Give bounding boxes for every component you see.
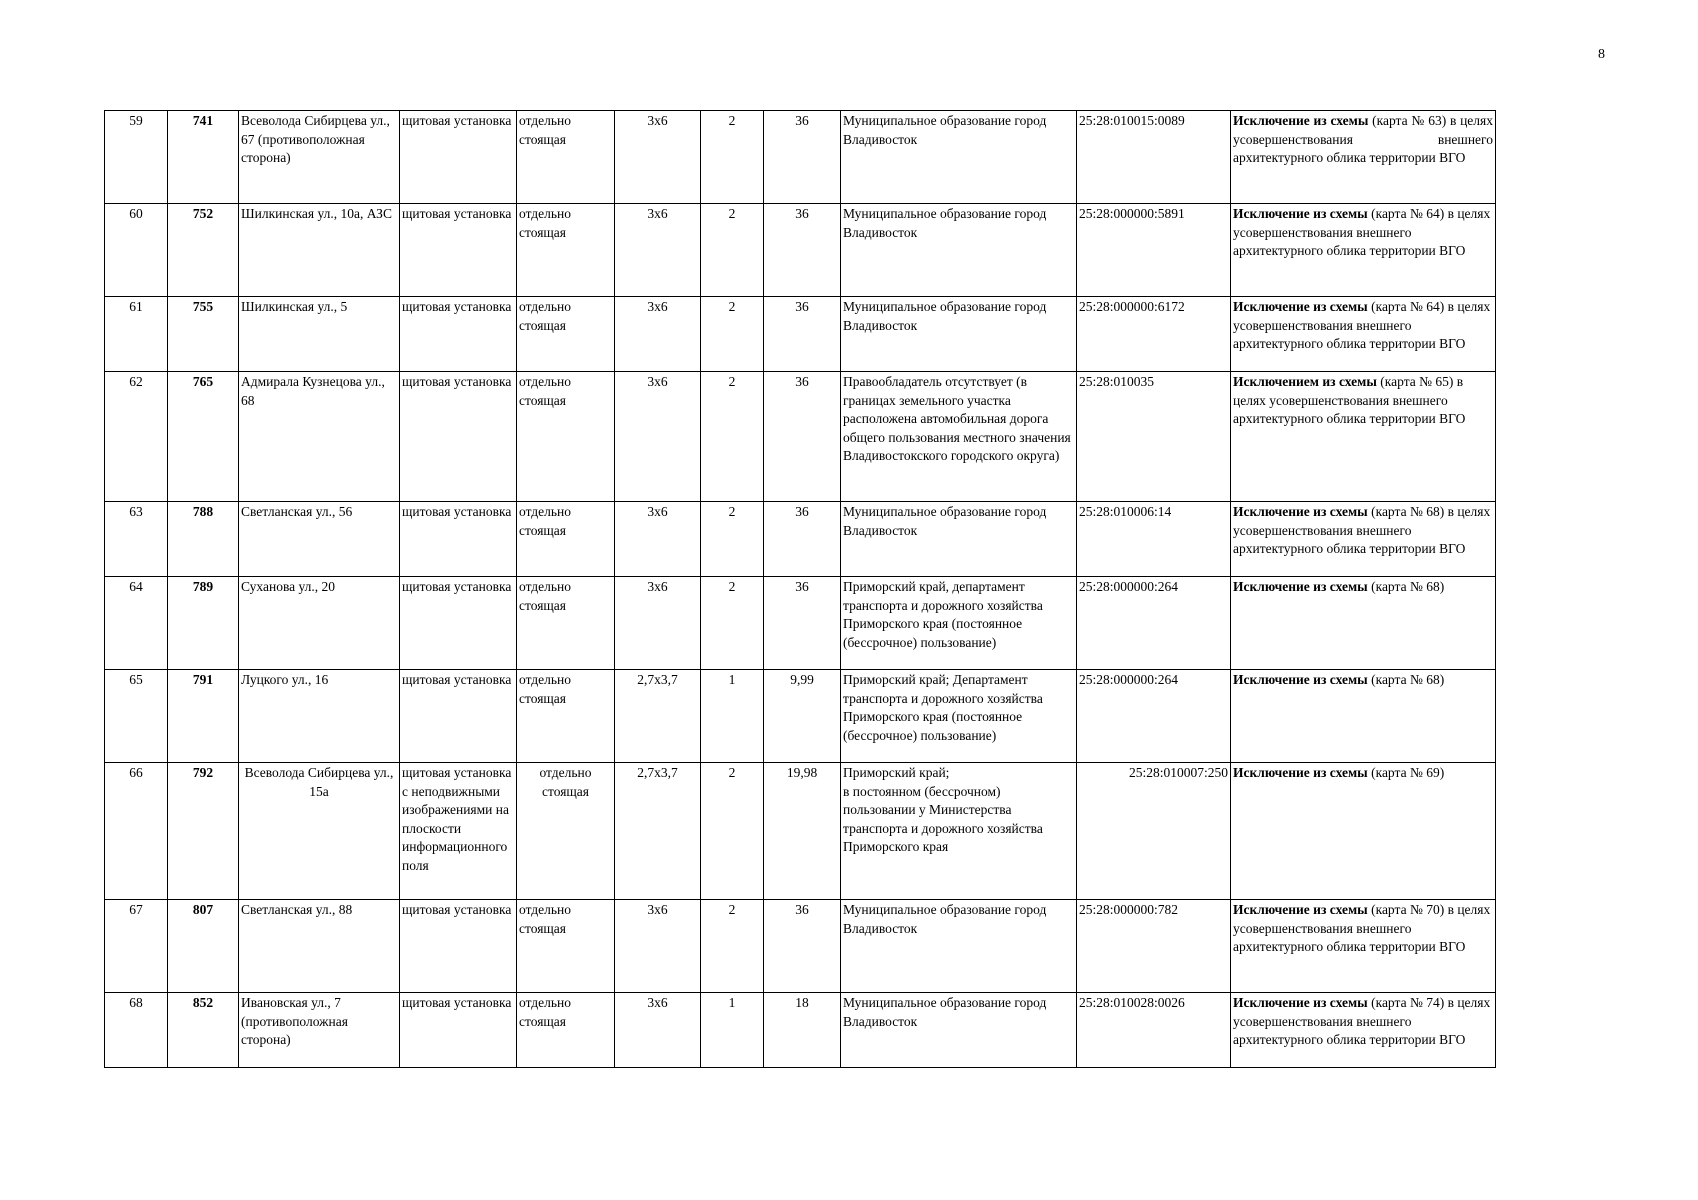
type-cell: щитовая установка — [400, 670, 517, 763]
row-number: 63 — [105, 502, 168, 577]
placement-cell: отдельно стоящая — [517, 111, 615, 204]
type-cell: щитовая установка — [400, 372, 517, 502]
structure-id: 765 — [168, 372, 239, 502]
address-cell: Шилкинская ул., 10а, АЗС — [239, 204, 400, 297]
structure-id: 791 — [168, 670, 239, 763]
cadastral-cell: 25:28:000000:6172 — [1077, 297, 1231, 372]
table-row — [105, 577, 1496, 670]
table-row — [105, 372, 1496, 502]
row-number: 60 — [105, 204, 168, 297]
placement-cell: отдельно стоящая — [517, 670, 615, 763]
decision-text: (карта № 68) — [1367, 579, 1445, 594]
placement-cell: отдельно стоящая — [517, 297, 615, 372]
address-cell: Всеволода Сибирцева ул., 67 (противоположная сторона) — [239, 111, 400, 204]
decision-text: (карта № 68) в целях усовершенствования внешнего архитектурного облика территории ВГО — [1233, 504, 1491, 556]
owner-cell: Муниципальное образование город Владивосток — [841, 297, 1077, 372]
owner-cell: Приморский край, департамент транспорта и дорожного хозяйства Приморского края (постоянное (бессрочное) пользование) — [841, 577, 1077, 670]
address-cell: Ивановская ул., 7 (противоположная сторона) — [239, 993, 400, 1068]
owner-cell: Приморский край; в постоянном (бессрочном) пользовании у Министерства транспорта и дорожного хозяйства Приморского края — [841, 763, 1077, 900]
sides-cell: 2 — [701, 577, 764, 670]
size-cell: 3х6 — [615, 372, 701, 502]
owner-cell: Муниципальное образование город Владивосток — [841, 204, 1077, 297]
decision-bold: Исключение из схемы — [1233, 765, 1368, 780]
area-cell: 36 — [764, 204, 841, 297]
decision-bold: Исключение из схемы — [1233, 504, 1368, 519]
placement-cell: отдельно стоящая — [517, 900, 615, 993]
placement-cell: отдельно стоящая — [517, 763, 615, 900]
decision-bold: Исключением из схемы — [1233, 374, 1377, 389]
decision-cell — [1231, 577, 1496, 670]
type-cell: щитовая установка — [400, 204, 517, 297]
decision-cell — [1231, 900, 1496, 993]
sides-cell: 2 — [701, 763, 764, 900]
table-row — [105, 111, 1496, 204]
placement-cell: отдельно стоящая — [517, 993, 615, 1068]
sides-cell: 1 — [701, 670, 764, 763]
structure-id: 755 — [168, 297, 239, 372]
size-cell: 3х6 — [615, 577, 701, 670]
decision-text: (карта № 64) в целях усовершенствования внешнего архитектурного облика территории ВГО — [1233, 299, 1491, 351]
sides-cell: 2 — [701, 502, 764, 577]
size-cell: 3х6 — [615, 111, 701, 204]
address-cell: Светланская ул., 56 — [239, 502, 400, 577]
row-number: 66 — [105, 763, 168, 900]
type-cell: щитовая установка — [400, 577, 517, 670]
area-cell: 19,98 — [764, 763, 841, 900]
cadastral-cell: 25:28:000000:782 — [1077, 900, 1231, 993]
type-cell: щитовая установка с неподвижными изображениями на плоскости информационного поля — [400, 763, 517, 900]
size-cell: 3х6 — [615, 900, 701, 993]
decision-cell — [1231, 111, 1496, 204]
decision-text: (карта № 63) в целях усовершенствования внешнего архитектурного облика территории ВГО — [1233, 113, 1493, 165]
structure-id: 741 — [168, 111, 239, 204]
address-cell: Адмирала Кузнецова ул., 68 — [239, 372, 400, 502]
address-cell: Всеволода Сибирцева ул., 15а — [239, 763, 400, 900]
row-number: 65 — [105, 670, 168, 763]
type-cell: щитовая установка — [400, 111, 517, 204]
decision-cell — [1231, 204, 1496, 297]
row-number: 61 — [105, 297, 168, 372]
cadastral-cell: 25:28:000000:264 — [1077, 577, 1231, 670]
placement-cell: отдельно стоящая — [517, 372, 615, 502]
decision-cell — [1231, 763, 1496, 900]
placement-cell: отдельно стоящая — [517, 204, 615, 297]
structure-id: 752 — [168, 204, 239, 297]
table-row — [105, 993, 1496, 1068]
decision-text: (карта № 69) — [1367, 765, 1445, 780]
size-cell: 3х6 — [615, 502, 701, 577]
owner-cell: Муниципальное образование город Владивосток — [841, 993, 1077, 1068]
ad-structures-table — [104, 110, 1496, 1068]
area-cell: 18 — [764, 993, 841, 1068]
structure-id: 852 — [168, 993, 239, 1068]
owner-cell: Приморский край; Департамент транспорта и дорожного хозяйства Приморского края (постоянное (бессрочное) пользование) — [841, 670, 1077, 763]
page-number: 8 — [1598, 47, 1605, 62]
table-row — [105, 670, 1496, 763]
area-cell: 36 — [764, 111, 841, 204]
address-cell: Луцкого ул., 16 — [239, 670, 400, 763]
owner-cell: Муниципальное образование город Владивосток — [841, 900, 1077, 993]
cadastral-cell: 25:28:000000:264 — [1077, 670, 1231, 763]
structure-id: 792 — [168, 763, 239, 900]
sides-cell: 2 — [701, 900, 764, 993]
decision-cell — [1231, 502, 1496, 577]
address-cell: Шилкинская ул., 5 — [239, 297, 400, 372]
address-cell: Светланская ул., 88 — [239, 900, 400, 993]
table-row — [105, 204, 1496, 297]
row-number: 67 — [105, 900, 168, 993]
decision-bold: Исключение из схемы — [1233, 206, 1368, 221]
area-cell: 36 — [764, 297, 841, 372]
structure-id: 788 — [168, 502, 239, 577]
table-row — [105, 763, 1496, 900]
decision-cell — [1231, 993, 1496, 1068]
owner-cell: Правообладатель отсутствует (в границах земельного участка расположена автомобильная дорога общего пользования местного значения Владивостокского городского округа) — [841, 372, 1077, 502]
area-cell: 36 — [764, 577, 841, 670]
decision-text: (карта № 64) в целях усовершенствования внешнего архитектурного облика территории ВГО — [1233, 206, 1491, 258]
structure-id: 807 — [168, 900, 239, 993]
decision-bold: Исключение из схемы — [1233, 113, 1369, 128]
size-cell: 2,7х3,7 — [615, 670, 701, 763]
decision-cell — [1231, 297, 1496, 372]
size-cell: 3х6 — [615, 297, 701, 372]
sides-cell: 2 — [701, 372, 764, 502]
type-cell: щитовая установка — [400, 993, 517, 1068]
sides-cell: 2 — [701, 297, 764, 372]
decision-text: (карта № 68) — [1367, 672, 1445, 687]
area-cell: 36 — [764, 502, 841, 577]
size-cell: 3х6 — [615, 993, 701, 1068]
cadastral-cell: 25:28:010007:250 — [1077, 763, 1231, 900]
owner-cell: Муниципальное образование город Владивосток — [841, 111, 1077, 204]
cadastral-cell: 25:28:010015:0089 — [1077, 111, 1231, 204]
type-cell: щитовая установка — [400, 502, 517, 577]
decision-cell — [1231, 372, 1496, 502]
table-row — [105, 900, 1496, 993]
address-cell: Суханова ул., 20 — [239, 577, 400, 670]
decision-text: (карта № 70) в целях усовершенствования внешнего архитектурного облика территории ВГО — [1233, 902, 1491, 954]
decision-bold: Исключение из схемы — [1233, 995, 1368, 1010]
sides-cell: 2 — [701, 204, 764, 297]
area-cell: 36 — [764, 900, 841, 993]
type-cell: щитовая установка — [400, 297, 517, 372]
row-number: 68 — [105, 993, 168, 1068]
cadastral-cell: 25:28:010035 — [1077, 372, 1231, 502]
size-cell: 3х6 — [615, 204, 701, 297]
decision-cell — [1231, 670, 1496, 763]
row-number: 64 — [105, 577, 168, 670]
decision-text: (карта № 74) в целях усовершенствования внешнего архитектурного облика территории ВГО — [1233, 995, 1491, 1047]
area-cell: 9,99 — [764, 670, 841, 763]
structure-id: 789 — [168, 577, 239, 670]
decision-bold: Исключение из схемы — [1233, 299, 1368, 314]
cadastral-cell: 25:28:000000:5891 — [1077, 204, 1231, 297]
decision-bold: Исключение из схемы — [1233, 902, 1368, 917]
sides-cell: 1 — [701, 993, 764, 1068]
placement-cell: отдельно стоящая — [517, 577, 615, 670]
area-cell: 36 — [764, 372, 841, 502]
placement-cell: отдельно стоящая — [517, 502, 615, 577]
size-cell: 2,7х3,7 — [615, 763, 701, 900]
row-number: 59 — [105, 111, 168, 204]
row-number: 62 — [105, 372, 168, 502]
decision-bold: Исключение из схемы — [1233, 672, 1368, 687]
cadastral-cell: 25:28:010028:0026 — [1077, 993, 1231, 1068]
owner-cell: Муниципальное образование город Владивосток — [841, 502, 1077, 577]
sides-cell: 2 — [701, 111, 764, 204]
decision-text: (карта № 65) в целях усовершенствования внешнего архитектурного облика территории ВГО — [1233, 374, 1466, 426]
cadastral-cell: 25:28:010006:14 — [1077, 502, 1231, 577]
type-cell: щитовая установка — [400, 900, 517, 993]
table-row — [105, 502, 1496, 577]
decision-bold: Исключение из схемы — [1233, 579, 1368, 594]
table-row — [105, 297, 1496, 372]
